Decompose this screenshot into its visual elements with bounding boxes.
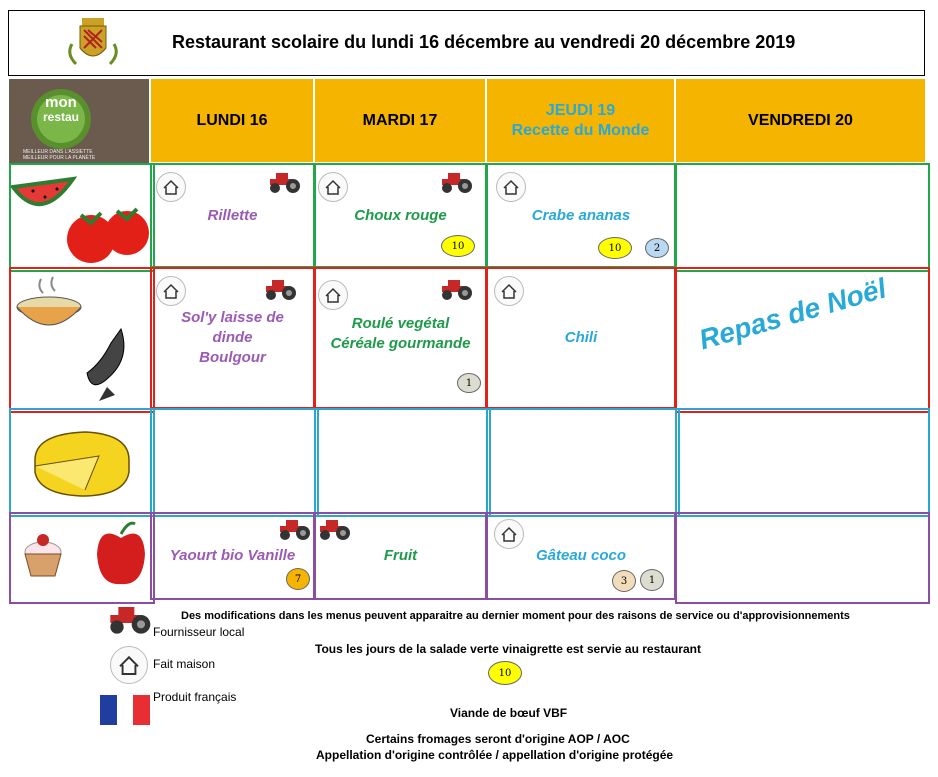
legend-french-product: Produit français [153, 690, 237, 704]
tractor-icon [266, 170, 302, 194]
tractor-icon [438, 277, 474, 301]
christmas-meal-label: Repas de Noël [695, 272, 890, 356]
house-icon [318, 280, 348, 310]
cheese-thursday [486, 408, 680, 517]
mon-restau-logo [9, 79, 149, 163]
legend-homemade: Fait maison [153, 657, 216, 671]
dessert-tuesday: Fruit [314, 512, 487, 600]
badge-dessert-thursday-b: 1 [640, 569, 664, 591]
starter-icon-cell [9, 163, 155, 272]
main-tuesday: Roulé vegétal Céréale gourmande [314, 267, 487, 409]
dessert-friday [675, 512, 930, 604]
note-beef: Viande de bœuf VBF [450, 706, 568, 720]
starter-monday: Rillette [150, 163, 315, 268]
page-title: Restaurant scolaire du lundi 16 décembre au vendredi 20 décembre 2019 [172, 32, 796, 52]
logo-tagline-1: MEILLEUR DANS L'ASSIETTE [23, 149, 93, 155]
dessert-monday: Yaourt bio Vanille [150, 512, 315, 600]
house-icon [496, 172, 526, 202]
note-cheese-appellation: Appellation d'origine contrôlée / appellation d'origine protégée [316, 748, 674, 762]
starter-tuesday: Choux rouge [314, 163, 487, 268]
header-monday: LUNDI 16 [150, 78, 314, 163]
main-icon-cell [9, 267, 155, 413]
house-icon [318, 172, 348, 202]
tractor-icon [276, 517, 312, 541]
badge-salad: 10 [488, 661, 522, 685]
logo-tagline-2: MEILLEUR POUR LA PLANÈTE [23, 155, 96, 161]
badge-main-tuesday: 1 [457, 373, 481, 393]
house-icon [494, 519, 524, 549]
logo-line1: mon [45, 94, 77, 111]
starter-thursday: Crabe ananas [486, 163, 676, 268]
header-friday: VENDREDI 20 [675, 78, 926, 163]
note-cheese-origin: Certains fromages seront d'origine AOP / AOC [366, 732, 630, 746]
house-icon [156, 172, 186, 202]
header-tuesday: MARDI 17 [314, 78, 486, 163]
header-thursday [486, 78, 675, 163]
main-monday: Sol'y laisse de dinde Boulgour [150, 267, 315, 409]
house-icon [494, 276, 524, 306]
note-salad: Tous les jours de la salade verte vinaigrette est servie au restaurant [315, 642, 701, 656]
french-flag-icon [100, 695, 150, 725]
header-thursday-day: JEUDI 19 [545, 101, 616, 119]
legend-local-supplier: Fournisseur local [153, 625, 245, 639]
header-thursday-theme: Recette du Monde [511, 121, 650, 139]
starter-friday [675, 163, 930, 272]
badge-dessert-monday: 7 [286, 568, 310, 590]
logo-line2: restau [42, 110, 80, 124]
dessert-icon-cell [9, 512, 155, 604]
note-changes: Des modifications dans les menus peuvent apparaitre au dernier moment pour des raisons de service ou d'approvisionnements [181, 610, 850, 622]
badge-starter-tuesday: 10 [441, 235, 475, 257]
main-thursday: Chili [486, 267, 676, 409]
house-icon [110, 646, 148, 684]
coat-of-arms-icon [62, 14, 124, 70]
badge-starter-thursday-b: 2 [645, 238, 669, 258]
badge-starter-thursday-a: 10 [598, 237, 632, 259]
badge-dessert-thursday-a: 3 [612, 570, 636, 592]
cheese-friday [675, 408, 930, 517]
dessert-thursday: Gâteau coco [486, 512, 676, 600]
tractor-icon [262, 277, 298, 301]
tractor-icon [104, 603, 154, 635]
tractor-icon [438, 170, 474, 194]
cheese-tuesday [314, 408, 491, 517]
cheese-monday [150, 408, 319, 517]
house-icon [156, 276, 186, 306]
cheese-icon-cell [9, 408, 155, 517]
tractor-icon [316, 517, 352, 541]
